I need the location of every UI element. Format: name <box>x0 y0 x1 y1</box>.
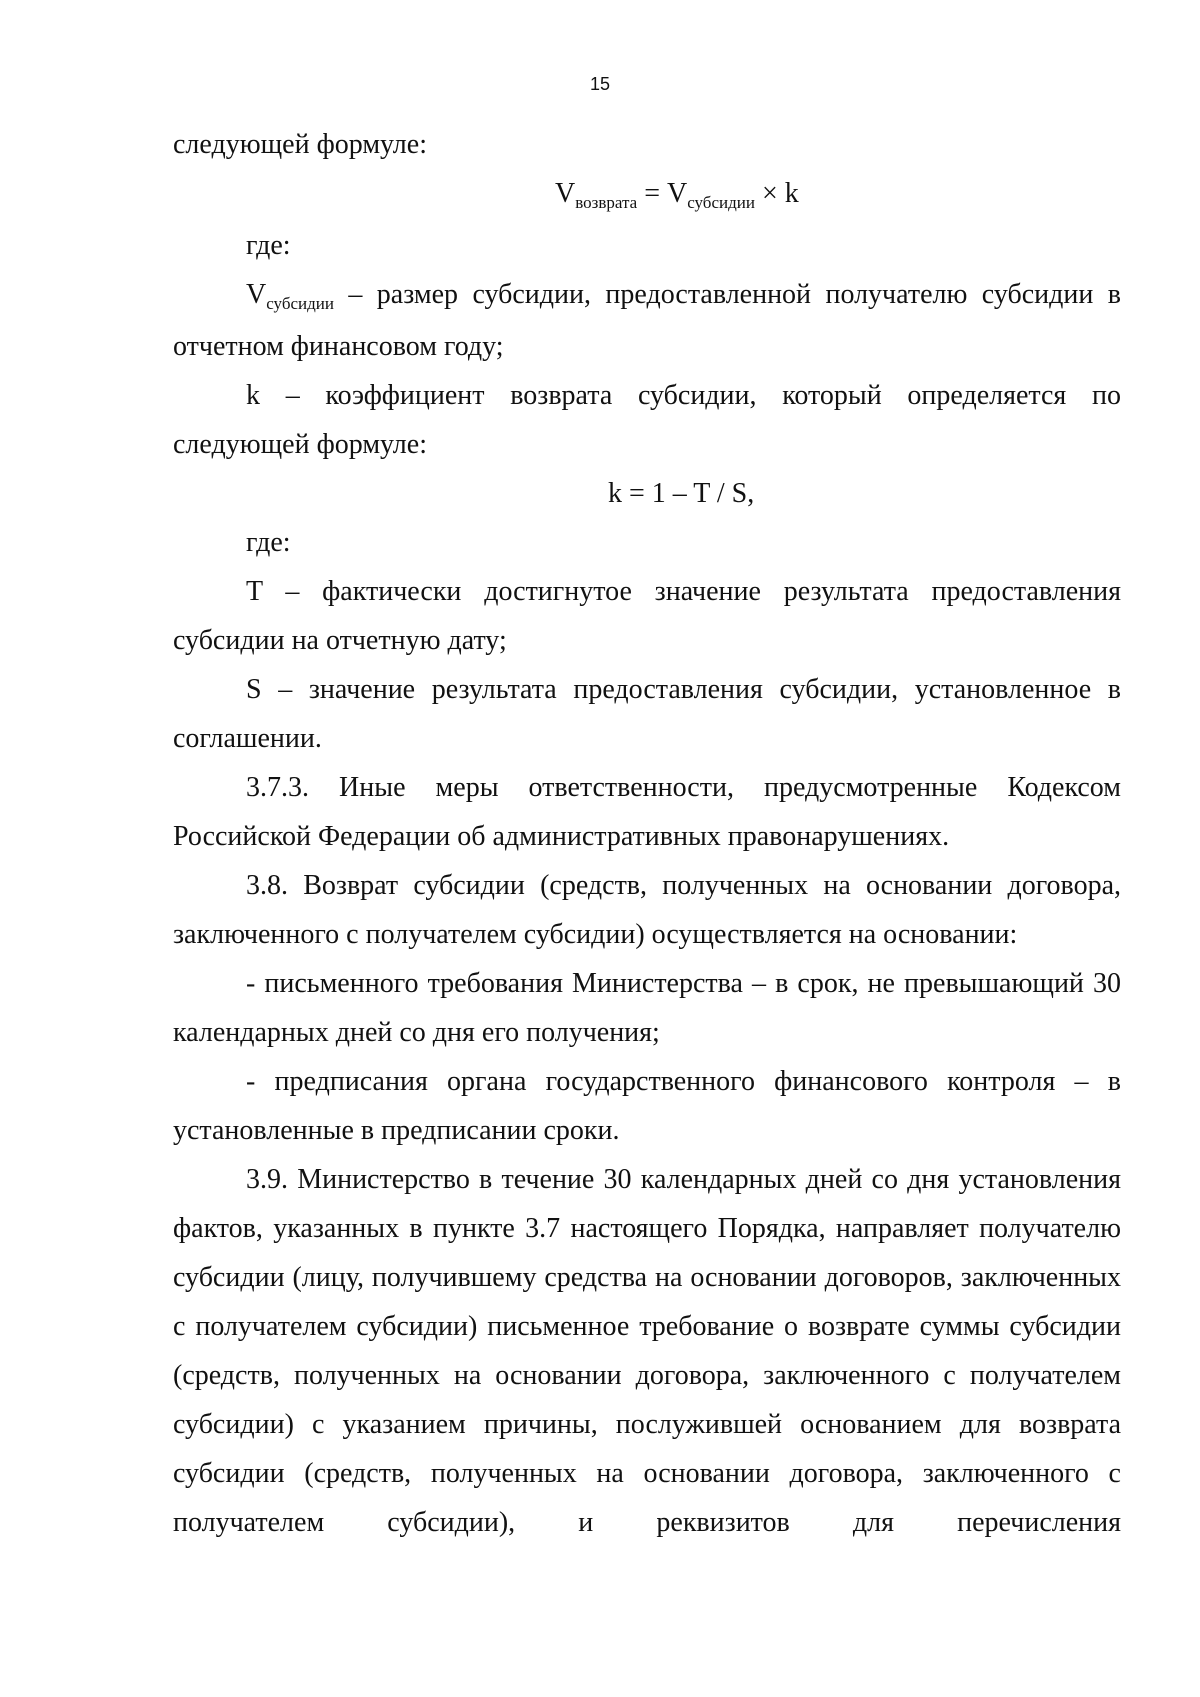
formula-refund <box>173 169 1121 221</box>
def-v-text: – размер субсидии, предоставленной получателю субсидии в отчетном финансовом году; <box>173 279 1121 362</box>
page-number: 15 <box>589 74 611 94</box>
formula-subscript-refund: возврата <box>575 193 638 212</box>
formula-subscript-subsidy: субсидии <box>687 193 755 212</box>
paragraph-where-1: где: <box>246 230 291 261</box>
list-item-prescription: - предписания органа государственного финансового контроля – в установленные в предписании сроки. <box>173 1066 1121 1146</box>
list-item-written-requirement: - письменного требования Министерства – в срок, не превышающий 30 календарных дней со дня его получения; <box>173 968 1121 1048</box>
def-v-symbol: V <box>246 279 267 310</box>
definition-t: T – фактически достигнутое значение результата предоставления субсидии на отчетную дату; <box>173 576 1121 656</box>
paragraph-3-9: 3.9. Министерство в течение 30 календарных дней со дня установления фактов, указанных в пункте 3.7 настоящего Порядка, направляет получателю субсидии (лицу, получившему средства на основании договоров, заключенных с получателем субсидии) письменное требование о возврате суммы субсидии (средств, полученных на основании договора, заключенного с получателем субсидии) с указанием причины, послужившей основанием для возврата субсидии (средств, полученных на основании договора, заключенного с получателем субсидии), и реквизитов для перечисления <box>173 1164 1121 1538</box>
formula-times-k: × k <box>754 178 799 209</box>
paragraph-where-2: где: <box>246 527 291 558</box>
def-v-subscript: субсидии <box>266 294 334 313</box>
paragraph-3-7-3: 3.7.3. Иные меры ответственности, предусмотренные Кодексом Российской Федерации об административных правонарушениях. <box>173 772 1121 852</box>
definition-s: S – значение результата предоставления субсидии, установленное в соглашении. <box>173 674 1121 754</box>
definition-k: k – коэффициент возврата субсидии, который определяется по следующей формуле: <box>173 380 1121 460</box>
formula-v-symbol: V <box>555 178 576 209</box>
formula-k: k = 1 – T / S, <box>608 478 755 509</box>
definition-v-subsidy <box>173 270 1121 371</box>
formula-equals: = V <box>637 178 688 209</box>
document-body <box>173 120 1121 1547</box>
paragraph-intro: следующей формуле: <box>173 129 427 160</box>
paragraph-3-8: 3.8. Возврат субсидии (средств, полученных на основании договора, заключенного с получателем субсидии) осуществляется на основании: <box>173 870 1121 950</box>
